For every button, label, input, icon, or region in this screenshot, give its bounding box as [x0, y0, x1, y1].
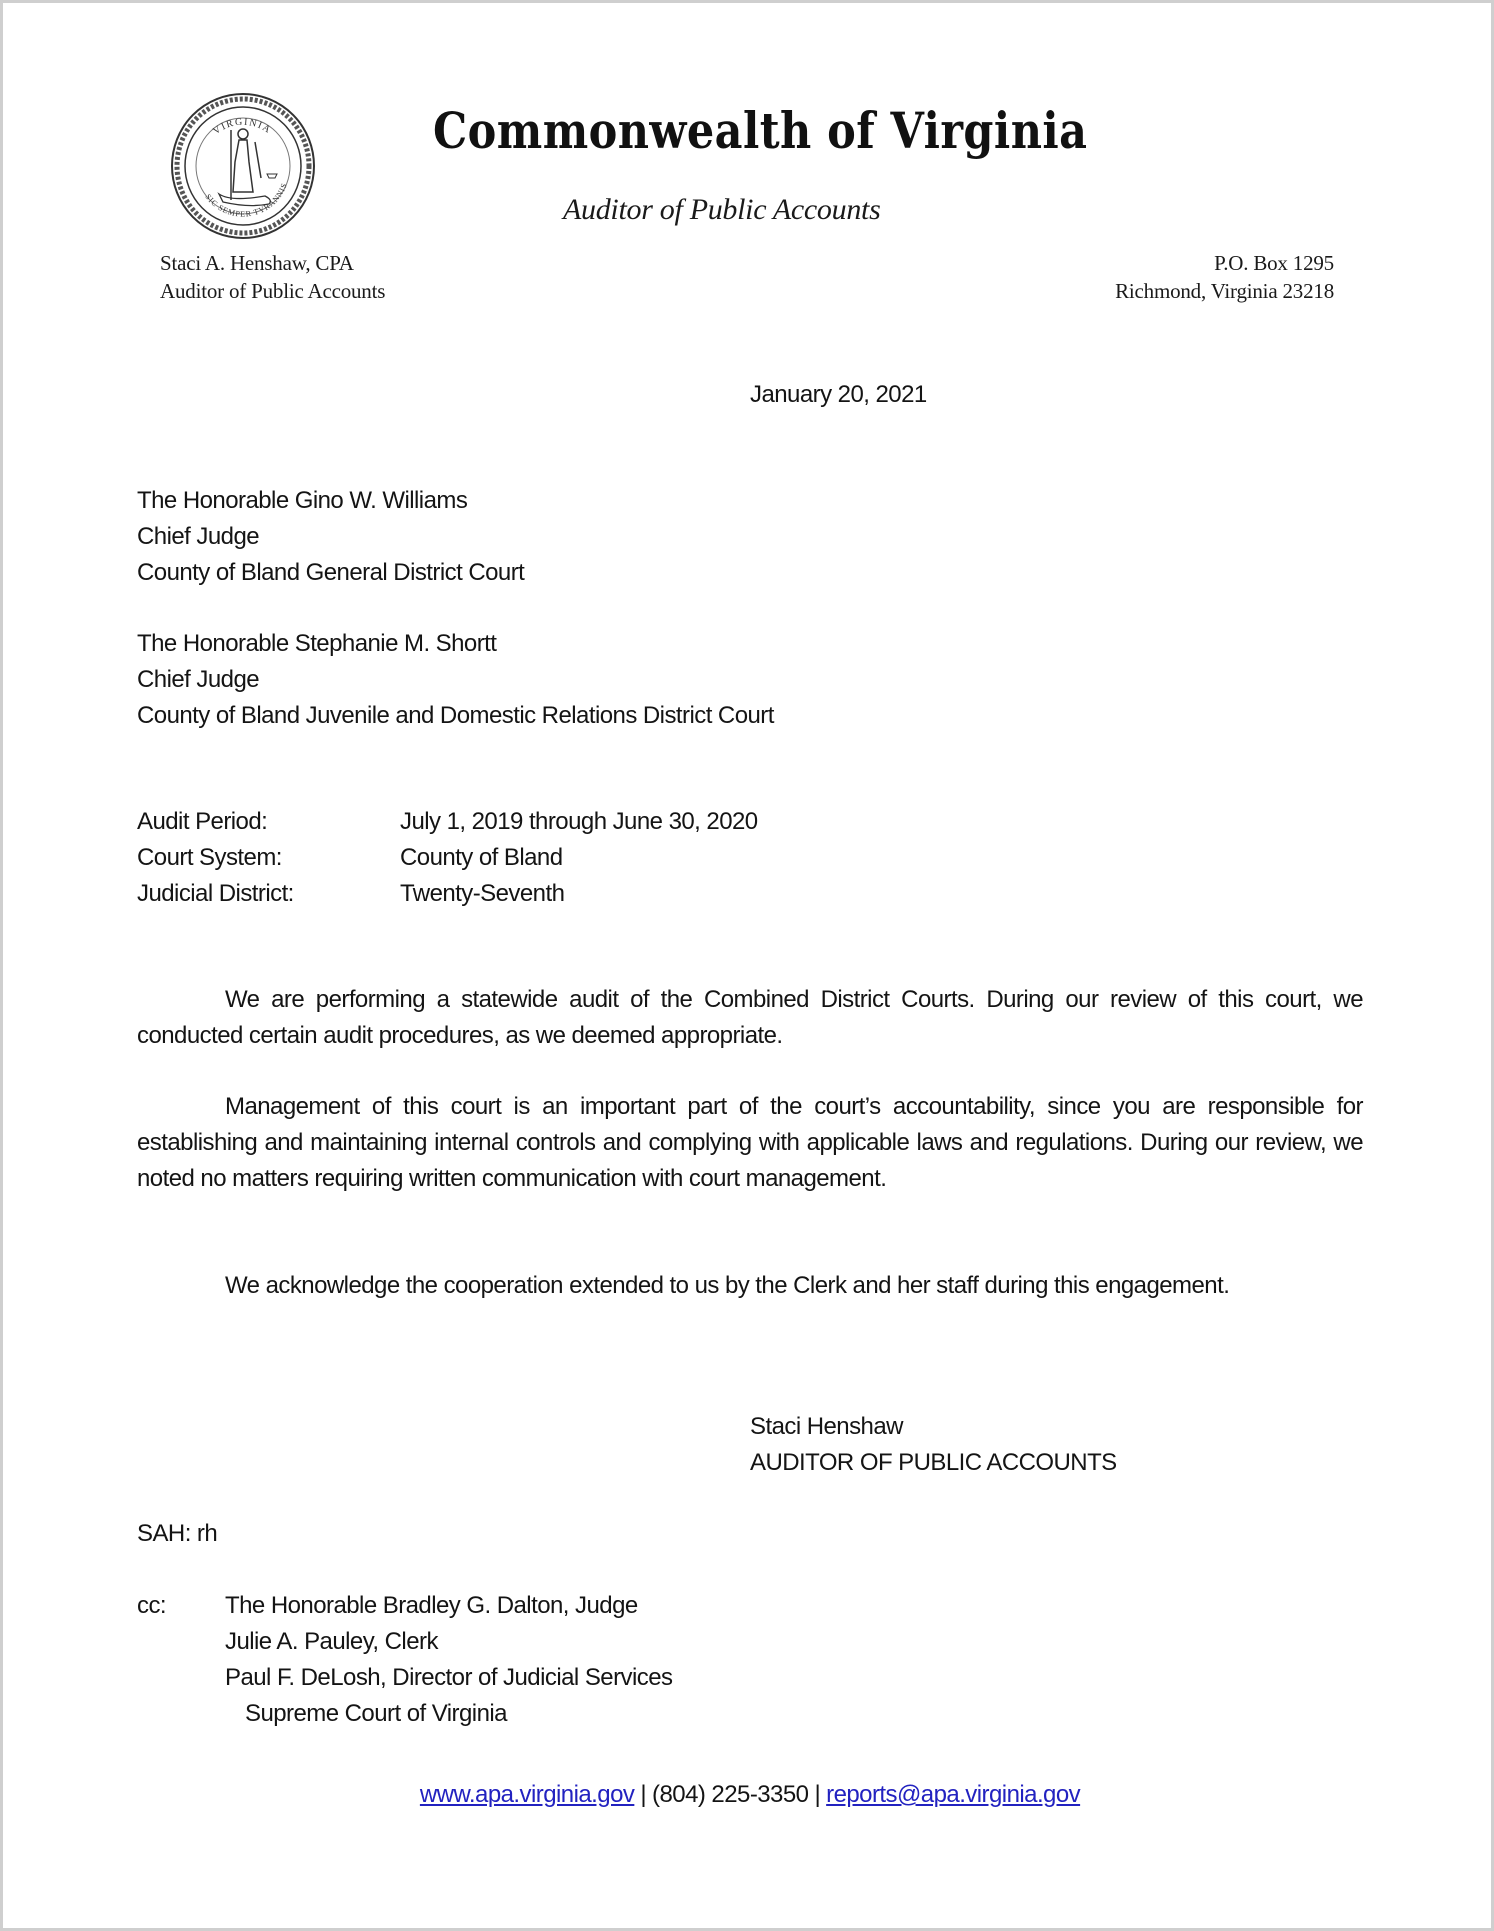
phone-number: (804) 225-3350	[652, 1781, 809, 1808]
court-system-label: Court System:	[137, 844, 282, 871]
website-link[interactable]: www.apa.virginia.gov	[419, 1781, 635, 1808]
audit-info-block	[3, 804, 1403, 914]
addressee-title: Chief Judge	[137, 666, 260, 693]
cc-list	[225, 1588, 672, 1732]
paragraph-text: We are performing a statewide audit of the Combined District Courts. During our review of this court, we conducted certain audit procedures, as we deemed appropriate.	[137, 986, 1363, 1049]
letter-date: January 20, 2021	[750, 381, 927, 408]
po-box: P.O. Box 1295	[1214, 251, 1334, 275]
auditor-name: Staci A. Henshaw, CPA	[160, 251, 354, 275]
cc-recipient: The Honorable Bradley G. Dalton, Judge	[225, 1592, 638, 1619]
addressee-title: Chief Judge	[137, 523, 260, 550]
svg-text:VIRGINIA: VIRGINIA	[211, 116, 274, 138]
signatory-name: Staci Henshaw	[750, 1413, 903, 1440]
letterhead-title: Commonwealth of Virginia	[433, 101, 1088, 160]
auditor-title: Auditor of Public Accounts	[160, 279, 386, 303]
addressee-name: The Honorable Gino W. Williams	[137, 487, 468, 514]
city-state-zip: Richmond, Virginia 23218	[1115, 279, 1334, 303]
body-paragraph	[137, 982, 1363, 1054]
cc-recipient: Paul F. DeLosh, Director of Judicial Services	[225, 1664, 673, 1691]
audit-period-value: July 1, 2019 through June 30, 2020	[400, 808, 758, 835]
footer-separator: |	[814, 1781, 821, 1808]
signature-block	[750, 1409, 1117, 1481]
paragraph-text: Management of this court is an important part of the court’s accountability, since you are responsible for establishing and maintaining internal controls and complying with applicable laws and regulations. During our review, we noted no matters requiring written communication with court management.	[137, 1093, 1363, 1192]
typist-initials: SAH: rh	[137, 1520, 218, 1547]
mailing-address-block	[1115, 249, 1334, 305]
footer-contact-bar	[3, 1781, 1494, 1809]
addressee-block	[137, 483, 524, 591]
footer-separator: |	[640, 1781, 647, 1808]
auditor-contact-block	[160, 249, 385, 305]
audit-period-label: Audit Period:	[137, 808, 268, 835]
judicial-district-value: Twenty-Seventh	[400, 880, 565, 907]
cc-recipient: Supreme Court of Virginia	[245, 1700, 507, 1727]
signatory-title: AUDITOR OF PUBLIC ACCOUNTS	[750, 1449, 1117, 1476]
cc-label: cc:	[137, 1592, 167, 1619]
addressee-name: The Honorable Stephanie M. Shortt	[137, 630, 497, 657]
body-paragraph	[137, 1089, 1363, 1197]
addressee-court: County of Bland General District Court	[137, 559, 525, 586]
body-paragraph	[137, 1268, 1363, 1304]
cc-recipient: Julie A. Pauley, Clerk	[225, 1628, 438, 1655]
virginia-state-seal-icon	[169, 92, 317, 240]
email-link[interactable]: reports@apa.virginia.gov	[826, 1781, 1081, 1808]
paragraph-text: We acknowledge the cooperation extended to us by the Clerk and her staff during this engagement.	[225, 1272, 1230, 1299]
letterhead-subtitle: Auditor of Public Accounts	[563, 193, 881, 226]
judicial-district-label: Judicial District:	[137, 880, 294, 907]
addressee-court: County of Bland Juvenile and Domestic Relations District Court	[137, 702, 774, 729]
svg-text:SIC SEMPER TYRANNIS: SIC SEMPER TYRANNIS	[203, 181, 289, 219]
court-system-value: County of Bland	[400, 844, 563, 871]
addressee-block	[137, 626, 774, 734]
